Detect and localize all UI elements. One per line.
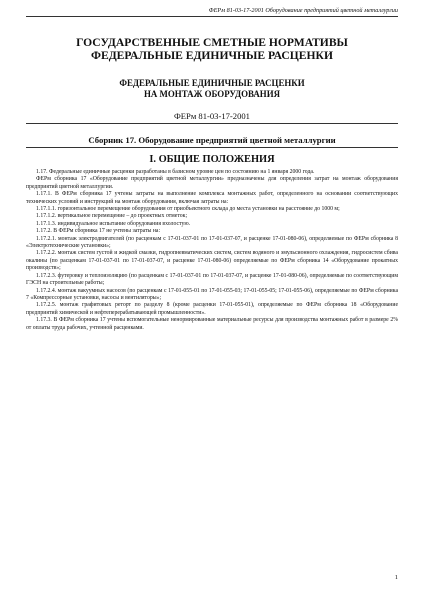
paragraph: 1.17. Федеральные единичные расценки разработаны в базисном уровне цен по состоянию на 1 января 2000 года. bbox=[36, 169, 315, 175]
paragraph: 1.17.2.1. монтаж электродвигателей (по расценкам с 17-01-037-01 по 17-01-037-07, и расценке 17-01-080-06), определяемые по ФЕРм сборника 8 «Электротехнические установки»; bbox=[26, 235, 398, 250]
paragraph: 1.17.2.2. монтаж систем густой и жидкой смазки, гидропневматических систем, систем водяного и эмульсионного охлаждения, гидросистем сбива окалины (по расценкам 17-01-037-01 по 17-01-037-07, и расценке 17-01-080-06) определяемые по ФЕРм сборника 14 «Оборудование прокатных производств»; bbox=[26, 250, 398, 272]
paragraph: 1.17.2.4. монтаж вакуумных насосов (по расценкам с 17-01-055-01 по 17-01-055-03; 17-01-055-05; 17-01-055-06), определяемые по ФЕРм сборника 7 «Компрессорные установки, насосы и вентиляторы»; bbox=[26, 287, 398, 301]
page-number: 1 bbox=[394, 574, 398, 581]
document-code: ФЕРм 81-03-17-2001 bbox=[174, 111, 250, 121]
paragraph: ФЕРм сборника 17 «Оборудование предприятий цветной металлургии» предназначены для определения затрат на монтаж оборудования предприятий цветной металлургии. bbox=[26, 176, 398, 190]
header-rule bbox=[26, 16, 398, 17]
paragraph: 1.17.1.3. индивидуальное испытание оборудования вхолостую. bbox=[36, 220, 191, 227]
collection-title: Сборник 17. Оборудование предприятий цветной металлургии bbox=[88, 135, 336, 145]
main-title-line-1: ГОСУДАРСТВЕННЫЕ СМЕТНЫЕ НОРМАТИВЫ bbox=[76, 36, 348, 49]
section-heading: I. ОБЩИЕ ПОЛОЖЕНИЯ bbox=[149, 154, 275, 165]
paragraph: 1.17.1. В ФЕРм сборника 17 учтены затраты на выполнение комплекса монтажных работ, определенного на основании соответствующих технических условий и инструкций на монтаж оборудования, включая затраты на: bbox=[26, 191, 398, 205]
sub-title-line-1: ФЕДЕРАЛЬНЫЕ ЕДИНИЧНЫЕ РАСЦЕНКИ bbox=[119, 78, 305, 88]
paragraph: 1.17.2.3. футеровку и теплоизоляцию (по расценкам с 17-01-037-01 по 17-01-037-07, и расценке 17-01-080-06), определяемые по соответствующим ГЭСН на строительные работы; bbox=[26, 272, 398, 287]
sub-title-line-2: НА МОНТАЖ ОБОРУДОВАНИЯ bbox=[143, 88, 281, 99]
paragraph: 1.17.2. В ФЕРм сборника 17 не учтены затраты на: bbox=[36, 228, 161, 235]
running-header: ФЕРм 81-03-17-2001 Оборудование предприятий цветной металлургии bbox=[208, 7, 398, 14]
body-text bbox=[26, 169, 398, 332]
paragraph: 1.17.1.1. горизонтальное перемещение оборудования от приобъектного склада до места установки на расстояние до 1000 м; bbox=[36, 206, 340, 213]
paragraph: 1.17.1.2. вертикальное перемещение – до проектных отметок; bbox=[36, 213, 188, 220]
sub-title bbox=[26, 78, 398, 99]
main-title-line-2: ФЕДЕРАЛЬНЫЕ ЕДИНИЧНЫЕ РАСЦЕНКИ bbox=[91, 48, 333, 62]
code-rule bbox=[26, 123, 398, 124]
paragraph: 1.17.2.5. монтаж графитовых реторт по разделу 8 (кроме расценки 17-01-055-01), определяемые по ФЕРм сборника 18 «Оборудование предприятий химической и нефтеперерабатывающей промышленности». bbox=[26, 302, 398, 316]
paragraph: 1.17.3. В ФЕРм сборника 17 учтены вспомогательные ненормированные материальные ресурсы для производства монтажных работ в размере 2% от оплаты труда рабочих, учтенной расценками. bbox=[26, 317, 398, 331]
main-title bbox=[26, 37, 398, 62]
collection-rule bbox=[26, 147, 398, 148]
